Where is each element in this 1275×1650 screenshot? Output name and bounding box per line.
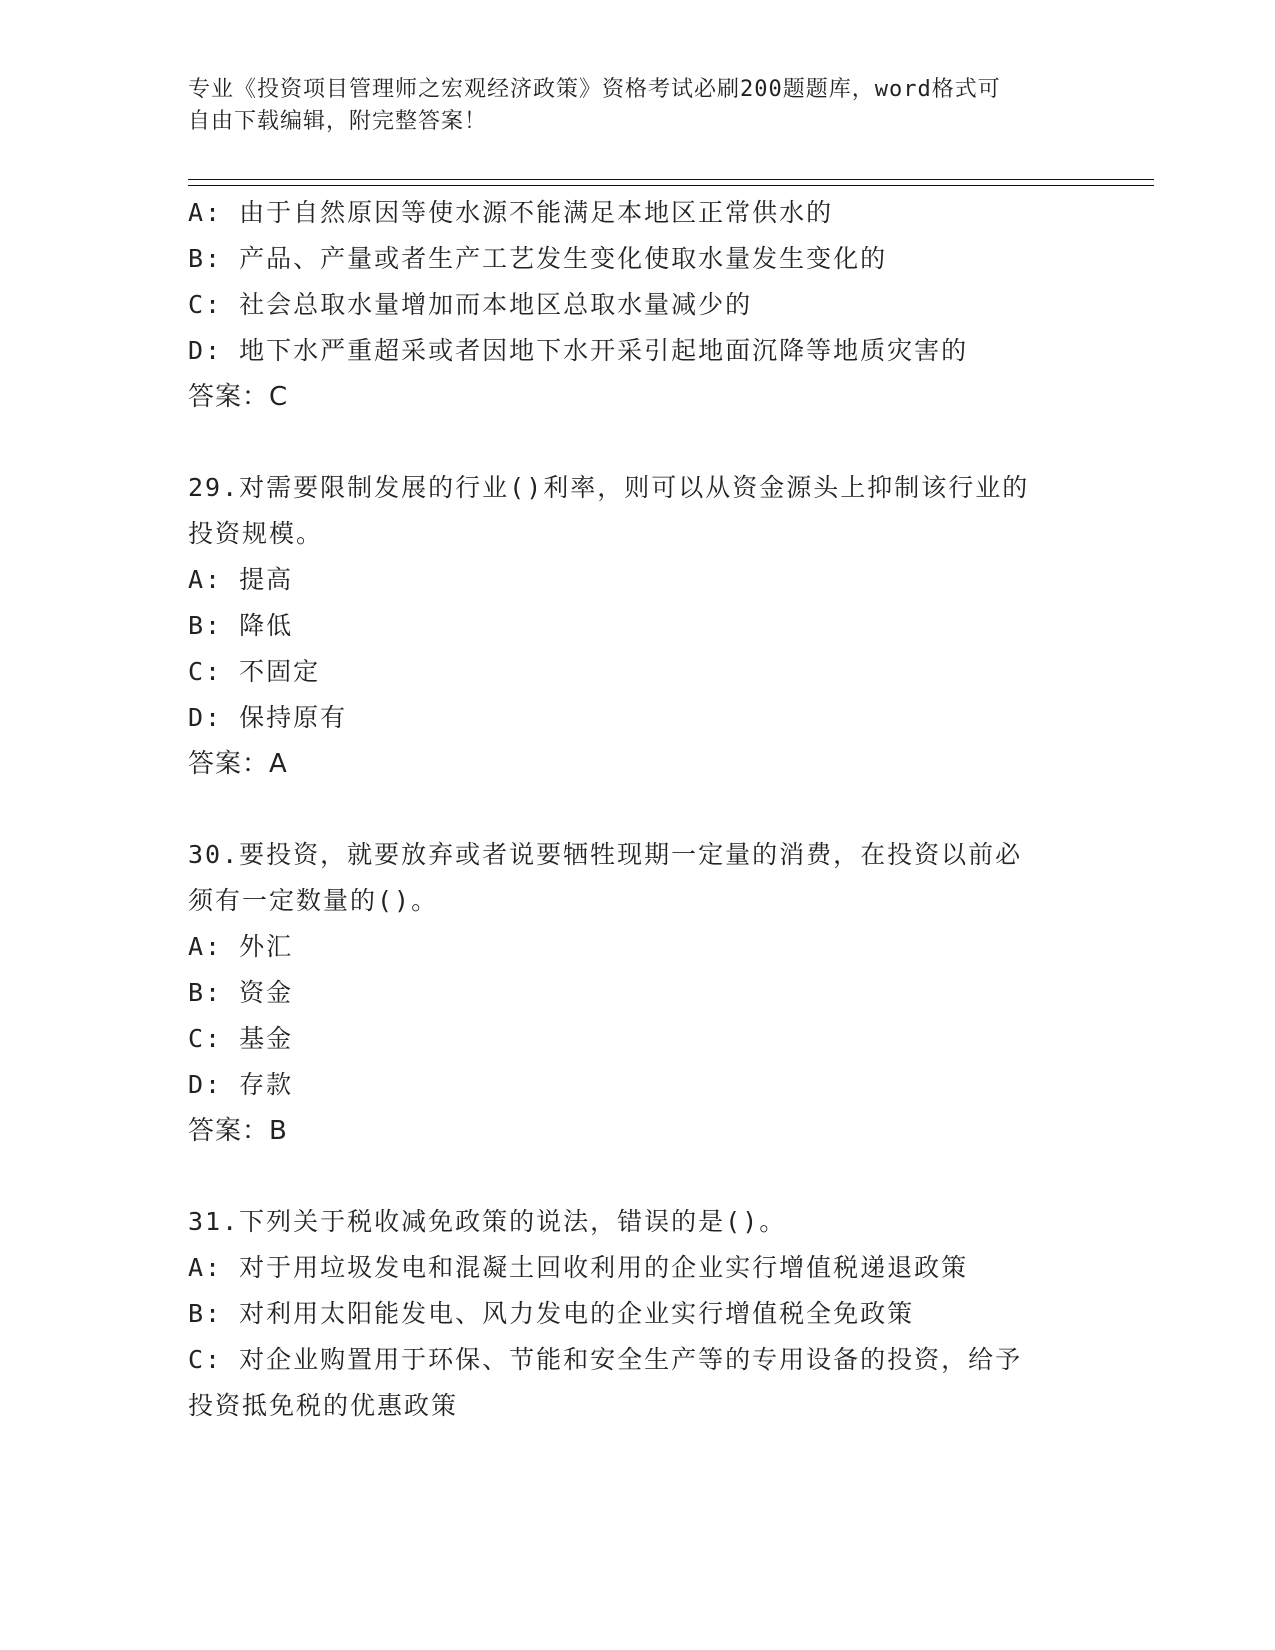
question-29	[188, 465, 1088, 787]
option-d: D: 保持原有	[188, 703, 348, 732]
answer: 答案：C	[188, 382, 289, 412]
question-stem-continued: 投资规模。	[188, 519, 324, 548]
option-c: C: 对企业购置用于环保、节能和安全生产等的专用设备的投资，给予	[188, 1345, 1023, 1374]
option-b: B: 降低	[188, 611, 294, 640]
option-d: D: 存款	[188, 1070, 294, 1099]
question-stem-continued: 须有一定数量的()。	[188, 886, 439, 915]
option-c: C: 不固定	[188, 657, 321, 686]
question-31	[188, 1199, 1088, 1429]
option-b: B: 对利用太阳能发电、风力发电的企业实行增值税全免政策	[188, 1299, 915, 1328]
spacer	[188, 420, 1088, 465]
header-line-1: 专业《投资项目管理师之宏观经济政策》资格考试必刷200题题库，word格式可	[188, 77, 1001, 102]
header-divider-top	[188, 179, 1154, 180]
option-a: A: 提高	[188, 565, 294, 594]
answer: 答案：B	[188, 1116, 288, 1146]
option-a: A: 外汇	[188, 932, 294, 961]
option-c: C: 社会总取水量增加而本地区总取水量减少的	[188, 290, 753, 319]
option-a: A: 对于用垃圾发电和混凝土回收利用的企业实行增值税递退政策	[188, 1253, 969, 1282]
question-30	[188, 832, 1088, 1154]
option-b: B: 产品、产量或者生产工艺发生变化使取水量发生变化的	[188, 244, 888, 273]
spacer	[188, 787, 1088, 832]
question-stem: 31.下列关于税收减免政策的说法，错误的是()。	[188, 1207, 787, 1236]
question-stem: 29.对需要限制发展的行业()利率，则可以从资金源头上抑制该行业的	[188, 473, 1030, 502]
option-a: A: 由于自然原因等使水源不能满足本地区正常供水的	[188, 198, 834, 227]
answer: 答案：A	[188, 749, 288, 779]
option-d: D: 地下水严重超采或者因地下水开采引起地面沉降等地质灾害的	[188, 336, 969, 365]
option-b: B: 资金	[188, 978, 294, 1007]
option-c: C: 基金	[188, 1024, 294, 1053]
question-list	[188, 190, 1088, 1429]
option-c-continued: 投资抵免税的优惠政策	[188, 1391, 459, 1420]
document-header	[188, 74, 1088, 138]
spacer	[188, 1154, 1088, 1199]
header-divider-bottom	[188, 185, 1154, 186]
header-line-2: 自由下载编辑，附完整答案！	[188, 109, 488, 134]
question-stem: 30.要投资，就要放弃或者说要牺牲现期一定量的消费，在投资以前必	[188, 840, 1023, 869]
question-28	[188, 190, 1088, 420]
